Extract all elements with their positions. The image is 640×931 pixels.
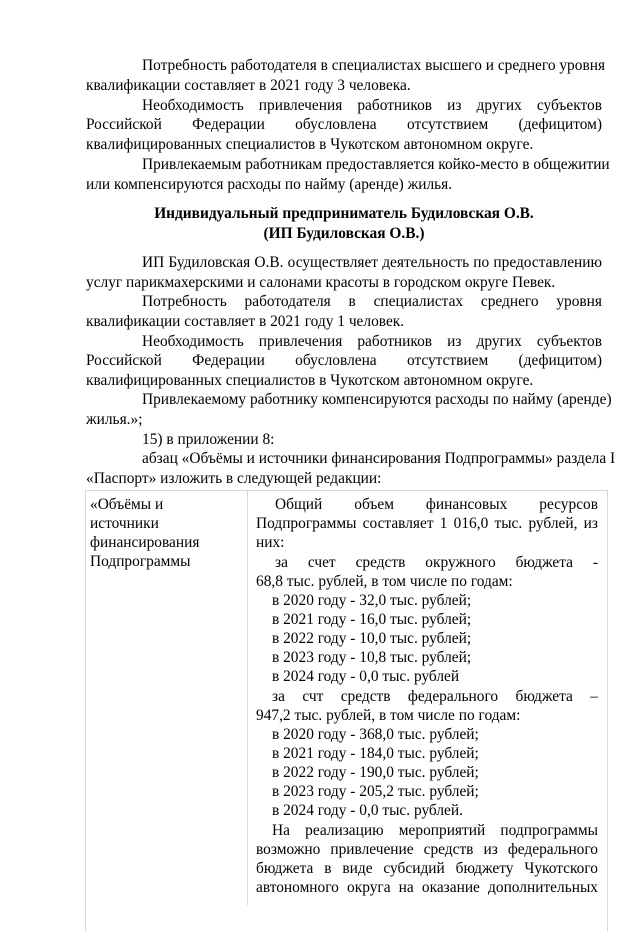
table-right-line: бюджета в виде субсидий бюджету Чукотского [256, 860, 598, 877]
list-item-15: 15) в приложении 8: [142, 431, 275, 448]
table-left-line: источники [90, 515, 159, 532]
paragraph-line: квалифицированных специалистов в Чукотском автономном округе. [86, 372, 534, 389]
table-right-line: Подпрограммы составляет 1 016,0 тыс. рублей, из [256, 515, 598, 532]
paragraph-line: Потребность работодателя в специалистах высшего и среднего уровня [142, 57, 606, 74]
table-right-line: автономного округа на оказание дополнительных [256, 879, 598, 896]
year-line: в 2022 году - 190,0 тыс. рублей; [272, 764, 479, 781]
year-line: в 2023 году - 205,2 тыс. рублей; [272, 783, 479, 800]
table-right-line: 68,8 тыс. рублей, в том числе по годам: [256, 573, 513, 590]
year-line: в 2020 году - 32,0 тыс. рублей; [272, 592, 472, 609]
paragraph-line: квалифицированных специалистов в Чукотском автономном округе. [86, 136, 534, 153]
paragraph-line: или компенсируются расходы по найму (аренде) жилья. [86, 176, 453, 193]
year-line: в 2023 году - 10,8 тыс. рублей; [272, 649, 472, 666]
table-divider [247, 490, 248, 905]
table-right-line: за счт средств федерального бюджета – [272, 688, 598, 705]
table-right-line: возможно привлечение средств из федерального [256, 841, 598, 858]
paragraph-line: Необходимость привлечения работников из других субъектов [142, 97, 602, 114]
paragraph-line: услуг парикмахерскими и салонами красоты в городском округе Певек. [86, 274, 556, 291]
year-line: в 2021 году - 184,0 тыс. рублей; [272, 745, 479, 762]
year-line: в 2021 году - 16,0 тыс. рублей; [272, 611, 472, 628]
paragraph-line: Российской Федерации обусловлена отсутствием (дефицитом) [86, 116, 602, 133]
year-line: в 2024 году - 0,0 тыс. рублей [272, 668, 460, 685]
year-line: в 2020 году - 368,0 тыс. рублей; [272, 726, 479, 743]
table-left-line: «Объёмы и [90, 496, 164, 513]
table-right-line: за счет средств окружного бюджета - [275, 554, 598, 571]
paragraph-line: абзац «Объёмы и источники финансирования Подпрограммы» раздела I [142, 450, 616, 467]
paragraph-line: Российской Федерации обусловлена отсутствием (дефицитом) [86, 352, 602, 369]
table-left-line: финансирования [90, 534, 200, 551]
paragraph-line: квалификации составляет в 2021 году 3 человека. [86, 77, 411, 94]
table-left-line: Подпрограммы [90, 553, 191, 570]
paragraph-line: «Паспорт» изложить в следующей редакции: [86, 470, 382, 487]
paragraph-line: Необходимость привлечения работников из других субъектов [142, 333, 602, 350]
paragraph-line: жилья.»; [86, 411, 143, 428]
table-right-line: них: [256, 534, 285, 551]
paragraph-line: квалификации составляет в 2021 году 1 человек. [86, 313, 405, 330]
paragraph-line: Привлекаемым работникам предоставляется койко-место в общежитии [142, 156, 610, 173]
section-heading-subtitle: (ИП Будиловская О.В.) [263, 225, 425, 242]
table-right-line: На реализацию мероприятий подпрограммы [272, 822, 598, 839]
year-line: в 2024 году - 0,0 тыс. рублей. [272, 802, 463, 819]
year-line: в 2022 году - 10,0 тыс. рублей; [272, 630, 472, 647]
table-right-line: 947,2 тыс. рублей, в том числе по годам: [256, 707, 521, 724]
table-right-line: Общий объем финансовых ресурсов [275, 496, 598, 513]
paragraph-line: ИП Будиловская О.В. осуществляет деятельность по предоставлению [142, 254, 602, 271]
section-heading: Индивидуальный предприниматель Будиловская О.В. [154, 205, 534, 222]
paragraph-line: Потребность работодателя в специалистах среднего уровня [142, 293, 602, 310]
paragraph-line: Привлекаемому работнику компенсируются расходы по найму (аренде) [142, 391, 612, 408]
